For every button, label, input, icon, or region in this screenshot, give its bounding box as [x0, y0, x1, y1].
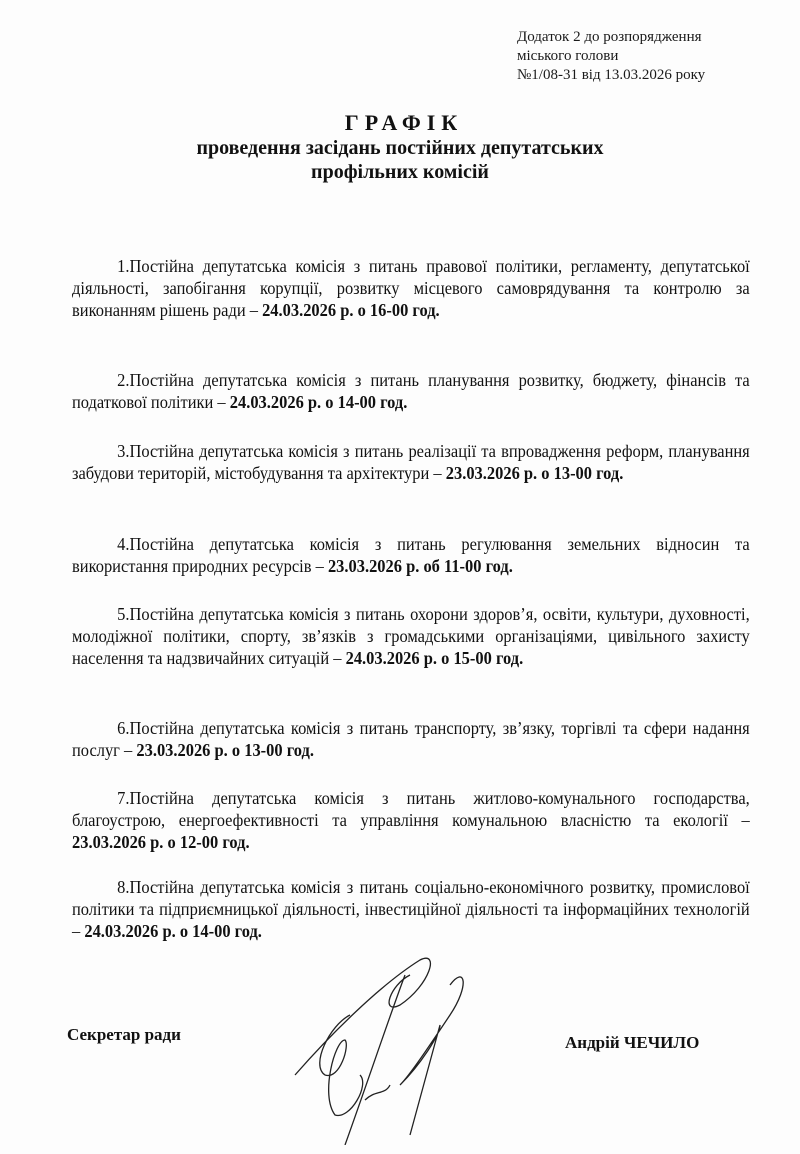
annex-line-1: Додаток 2 до розпорядження	[517, 29, 702, 45]
item-text: Постійна депутатська комісія з питань соціально-економічного розвитку, промислової політики та підприємницької діяльності, інвестиційної діяльності та інформаційних технологій –	[72, 877, 750, 941]
item-number: 7.	[117, 788, 130, 808]
item-schedule: 23.03.2026 р. об 11-00 год.	[327, 556, 513, 576]
annex-reference	[517, 28, 705, 85]
signature-icon	[290, 955, 490, 1145]
item-text: Постійна депутатська комісія з питань транспорту, зв’язку, торгівлі та сфери надання послуг –	[72, 718, 750, 760]
item-number: 5.	[117, 604, 130, 624]
document-title	[0, 110, 800, 184]
title-subtitle-2: профільних комісій	[311, 161, 489, 183]
item-number: 3.	[117, 441, 130, 461]
annex-line-2: міського голови	[517, 48, 619, 64]
list-item	[72, 787, 750, 853]
item-number: 1.	[117, 256, 130, 276]
item-number: 6.	[117, 718, 130, 738]
signatory-name: Андрій ЧЕЧИЛО	[565, 1033, 700, 1052]
list-item	[72, 440, 750, 484]
list-item	[72, 876, 750, 942]
item-text: Постійна депутатська комісія з питань житлово-комунального господарства, благоустрою, енергоефективності та управління комунальною власністю та екології –	[72, 788, 750, 830]
item-number: 4.	[117, 534, 130, 554]
title-subtitle-1: проведення засідань постійних депутатських	[196, 137, 604, 159]
item-schedule: 24.03.2026 р. о 14-00 год.	[84, 921, 262, 941]
annex-line-3: №1/08-31 від 13.03.2026 року	[517, 67, 706, 83]
item-schedule: 24.03.2026 р. о 16-00 год.	[262, 300, 440, 320]
list-item	[72, 603, 750, 669]
item-schedule: 23.03.2026 р. о 13-00 год.	[136, 740, 314, 760]
item-text: Постійна депутатська комісія з питань регулювання земельних відносин та використання природних ресурсів –	[72, 534, 750, 576]
item-number: 2.	[117, 370, 130, 390]
item-text: Постійна депутатська комісія з питань реалізації та впровадження реформ, планування забудови територій, містобудування та архітектури –	[72, 441, 750, 483]
list-item	[72, 369, 750, 413]
item-schedule: 24.03.2026 р. о 14-00 год.	[229, 392, 408, 412]
item-text: Постійна депутатська комісія з питань правової політики, регламенту, депутатської діяльності, запобігання корупції, розвитку місцевого самоврядування та контролю за виконанням рішень ради –	[72, 256, 750, 320]
list-item	[72, 255, 750, 321]
item-text: Постійна депутатська комісія з питань планування розвитку, бюджету, фінансів та податкової політики –	[72, 370, 750, 412]
item-schedule: 23.03.2026 р. о 12-00 год.	[72, 832, 250, 852]
list-item	[72, 533, 750, 577]
item-schedule: 24.03.2026 р. о 15-00 год.	[345, 648, 524, 668]
signatory-position: Секретар ради	[67, 1025, 181, 1044]
list-item	[72, 717, 750, 761]
item-schedule: 23.03.2026 р. о 13-00 год.	[445, 463, 624, 483]
item-text: Постійна депутатська комісія з питань охорони здоров’я, освіти, культури, духовності, молодіжної політики, спорту, зв’язків з громадськими організаціями, цивільного захисту населення та надзвичайних ситуацій –	[72, 604, 750, 668]
title-main: ГРАФІК	[344, 110, 464, 135]
item-number: 8.	[117, 877, 130, 897]
